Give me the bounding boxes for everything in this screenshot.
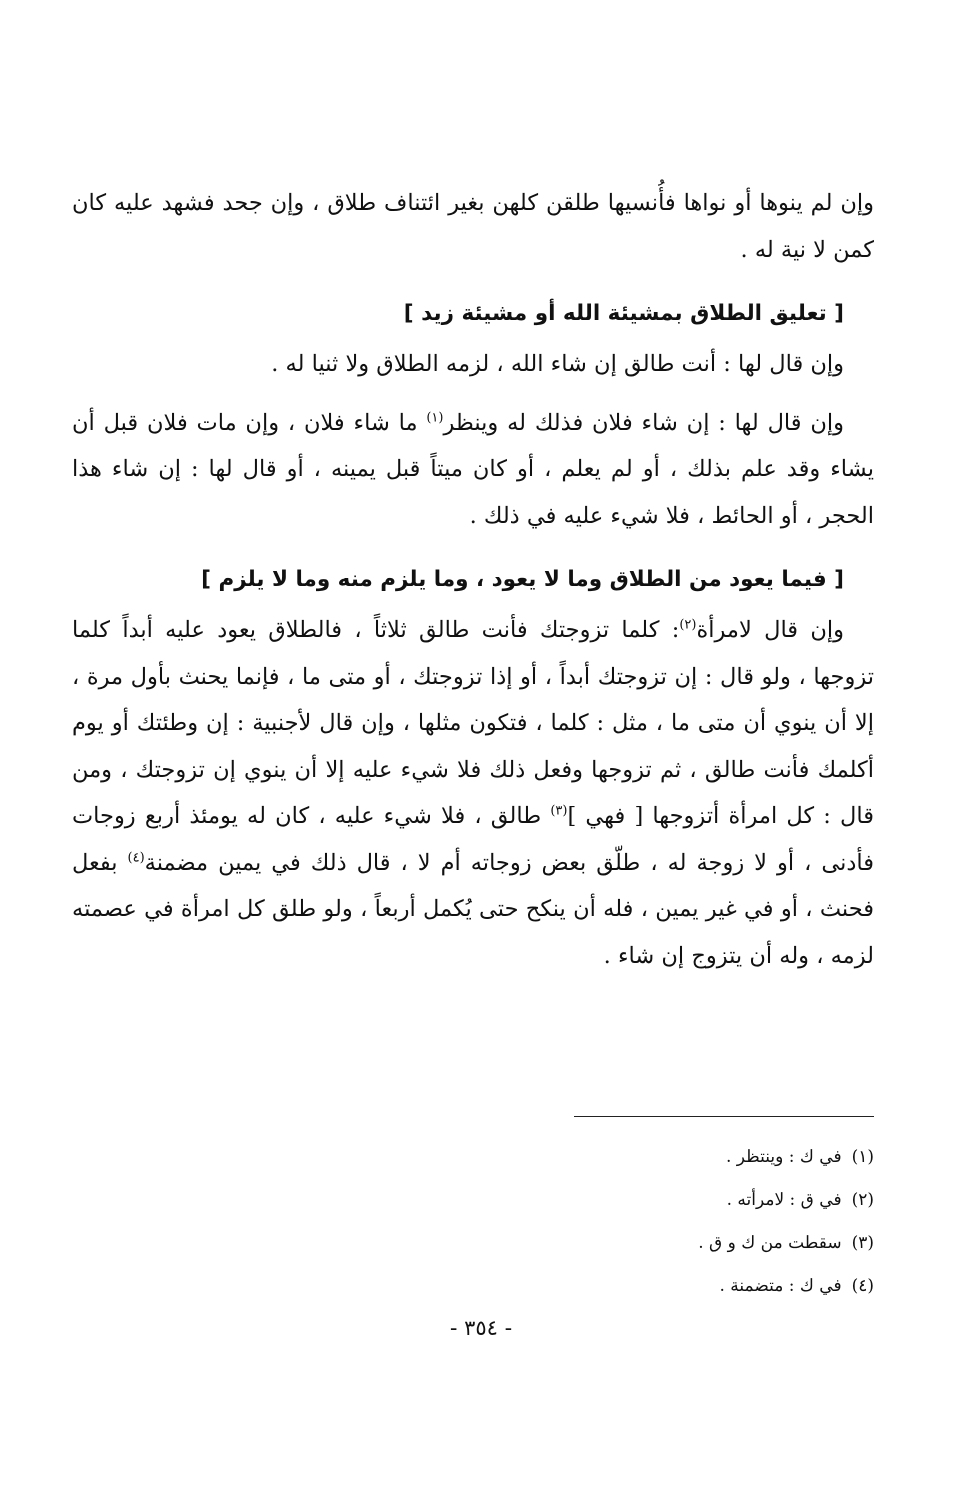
section-heading: [ تعليق الطلاق بمشيئة الله أو مشيئة زيد ] [403, 301, 844, 326]
paragraph [72, 400, 874, 540]
footnotes [72, 1136, 874, 1308]
footnote-text: في ك : وينتظر . [725, 1147, 842, 1167]
text-run: : كلما تزوجتك فأنت طالق ثلاثاً ، فالطلاق يعود عليه أبداً كلما تزوجها ، ولو قال : إن تزوجتك أبداً ، أو إذا تزوجتك ، أو متى ما ، فإنما يحنث بأول مرة ، إلا أن ينوي أن متى ما ، مثل : كلما ، فتكون مثلها ، وإن قال لأجنبية : إن وطئتك أو يوم أكلمك فأنت طالق ، ثم تزوجها وفعل ذلك فلا شيء عليه إلا أن ينوي إن تزوجتك ، ومن قال : كل امرأة أتزوجها [ فهي ] [72, 617, 874, 829]
footnote-text: في ك : متضمنة . [719, 1276, 842, 1296]
footnote-ref[interactable]: (٢) [679, 617, 697, 633]
footnote-item [72, 1265, 874, 1308]
footnote-ref[interactable]: (٣) [550, 803, 568, 819]
footnote-text: سقطت من ك و ق . [698, 1233, 842, 1253]
text-run: بفعل فحنث ، أو في غير يمين ، فله أن ينكح حتى يُكمل أربعاً ، ولو طلق كل امرأة في عصمته لزمه ، وله أن يتزوج إن شاء . [72, 849, 874, 969]
text-run: وإن قال لامرأة [696, 617, 844, 643]
footnote-item [72, 1179, 874, 1222]
footnote-item [72, 1222, 874, 1265]
spacer [72, 539, 874, 551]
text-run: وإن قال لها : إن شاء فلان فذلك له وينظر [443, 409, 844, 436]
footnote-number: (١) [851, 1147, 874, 1167]
footnote-number: (٣) [851, 1233, 874, 1253]
main-text [72, 180, 874, 979]
footnote-item [72, 1136, 874, 1179]
footnote-ref[interactable]: (٤) [127, 850, 145, 865]
text-run: ما شاء فلان ، وإن مات فلان قبل أن يشاء وقد علم بذلك ، أو لم يعلم ، أو كان ميتاً قبل يمينه ، أو قال لها : إن شاء هذا الحجر ، أو الحائط ، فلا شيء عليه في ذلك . [72, 409, 874, 529]
text-run: طالق ، فلا شيء عليه ، كان له يومئذ أربع زوجات فأدنى ، أو لا زوجة له ، طلّق بعض زوجاته أم لا ، قال ذلك في يمين مضمنة [72, 803, 874, 876]
footnote-divider [574, 1116, 874, 1117]
section-heading: [ فيما يعود من الطلاق وما لا يعود ، وما يلزم منه وما لا يلزم ] [201, 567, 844, 592]
spacer [72, 273, 874, 285]
footnote-text: في ق : لامرأته . [726, 1190, 842, 1210]
footnote-number: (٢) [851, 1190, 874, 1210]
spacer [72, 388, 874, 400]
paragraph: وإن لم ينوها أو نواها فأُنسيها طلقن كلهن بغير ائتناف طلاق ، وإن جحد فشهد عليه كان كمن لا نية له . [72, 190, 874, 263]
paragraph [72, 607, 874, 979]
footnote-number: (٤) [851, 1276, 874, 1296]
page-number: - ٣٥٤ - [449, 1316, 513, 1340]
footnote-ref[interactable]: (١) [426, 410, 444, 425]
paragraph: وإن قال لها : أنت طالق إن شاء الله ، لزمه الطلاق ولا ثنيا له . [271, 351, 844, 377]
